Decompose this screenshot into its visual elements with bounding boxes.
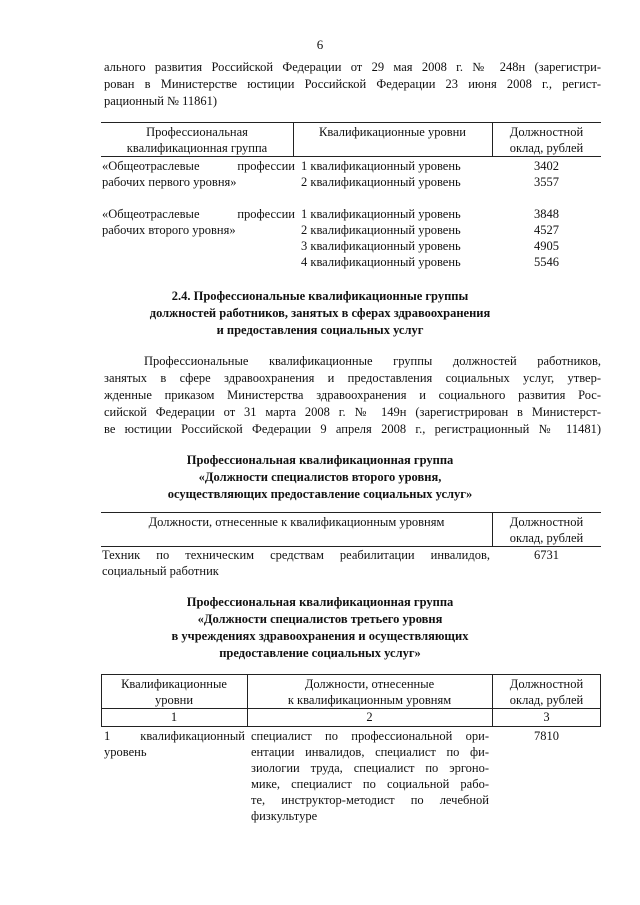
table3-header-positions: к квалификационным уровням: [287, 693, 452, 707]
group3-heading: «Должности специалистов третьего уровня: [197, 612, 443, 626]
table1-level: 3 квалификационный уровень: [301, 239, 461, 253]
table3-positions: специалист по профессиональной ори-: [251, 729, 489, 743]
group3-heading: в учреждениях здравоохранения и осуществляющих: [171, 629, 469, 643]
table3-column-number: 1: [170, 710, 178, 724]
section-heading: и предоставления социальных услуг: [216, 323, 424, 337]
table1-salary: 4527: [534, 223, 559, 237]
section-heading: 2.4. Профессиональные квалификационные группы: [171, 289, 469, 303]
table2-header-positions: Должности, отнесенные к квалификационным уровням: [148, 515, 445, 529]
table2-header-salary: Должностной: [509, 515, 584, 529]
intro-line: ального развития Российской Федерации от 29 мая 2008 г. № 248н (зарегистри-: [104, 60, 601, 74]
table3-salary: 7810: [534, 729, 559, 743]
table1-salary: 3402: [534, 159, 559, 173]
table3-header-levels: уровни: [154, 693, 194, 707]
table1-group-name: «Общеотраслевые профессии: [102, 207, 295, 221]
section-paragraph-line: жденные приказом Министерства здравоохранения и социального развития Рос-: [104, 388, 601, 402]
table1-salary: 5546: [534, 255, 559, 269]
table3-header-salary: Должностной: [509, 677, 584, 691]
group3-heading: предоставление социальных услуг»: [219, 646, 421, 660]
table3-header-positions: Должности, отнесенные: [304, 677, 435, 691]
table1-level: 2 квалификационный уровень: [301, 223, 461, 237]
table3-column-number: 2: [366, 710, 373, 724]
group2-heading: осуществляющих предоставление социальных услуг»: [167, 487, 473, 501]
table2-header-salary: оклад, рублей: [509, 531, 584, 545]
table3-header-salary: оклад, рублей: [509, 693, 584, 707]
section-paragraph-line: Профессиональные квалификационные группы должностей работников,: [144, 354, 601, 368]
table1-level: 1 квалификационный уровень: [301, 159, 461, 173]
table3-column-number: 3: [543, 710, 550, 724]
table3-positions: мике, специалист по социальной рабо-: [251, 777, 489, 791]
table1-group-name: рабочих первого уровня»: [102, 175, 237, 189]
table1-header-group: квалификационная группа: [126, 141, 268, 155]
group2-heading: Профессиональная квалификационная группа: [186, 453, 454, 467]
table3-positions: ентации инвалидов, специалист по фи-: [251, 745, 489, 759]
group3-heading: Профессиональная квалификационная группа: [186, 595, 454, 609]
table3-level: 1 квалификационный: [104, 729, 245, 743]
table1-group-name: рабочих второго уровня»: [102, 223, 236, 237]
table1-level: 4 квалификационный уровень: [301, 255, 461, 269]
table2-positions: Техник по техническим средствам реабилитации инвалидов,: [102, 548, 490, 562]
table1-salary: 4905: [534, 239, 559, 253]
table1-level: 2 квалификационный уровень: [301, 175, 461, 189]
intro-line: рационный № 11861): [104, 94, 218, 108]
table1-header-salary: Должностной: [509, 125, 584, 139]
section-paragraph-line: занятых в сфере здравоохранения и предоставления социальных услуг, утвер-: [104, 371, 601, 385]
table1-header-group: Профессиональная: [146, 125, 248, 139]
table1-salary: 3848: [534, 207, 559, 221]
table1-header-salary: оклад, рублей: [509, 141, 584, 155]
table3-level: уровень: [104, 745, 147, 759]
table3-positions: те, инструктор-методист по лечебной: [251, 793, 489, 807]
table3-header-levels: Квалификационные: [121, 677, 227, 691]
table2-positions: социальный работник: [102, 564, 219, 578]
table1-level: 1 квалификационный уровень: [301, 207, 461, 221]
group2-heading: «Должности специалистов второго уровня,: [198, 470, 442, 484]
section-paragraph-line: сийской Федерации от 31 марта 2008 г. № 149н (зарегистрирован в Министерст-: [104, 405, 601, 419]
table1-header-levels: Квалификационные уровни: [319, 125, 466, 139]
table1-salary: 3557: [534, 175, 559, 189]
table1-group-name: «Общеотраслевые профессии: [102, 159, 295, 173]
section-heading: должностей работников, занятых в сферах здравоохранения: [149, 306, 491, 320]
page-number: 6: [316, 37, 324, 52]
intro-line: рован в Министерстве юстиции Российской Федерации 23 июня 2008 г., регист-: [104, 77, 601, 91]
section-paragraph-line: ве юстиции Российской Федерации 9 апреля 2008 г., регистрационный № 11481): [104, 422, 601, 436]
table3-positions: физкультуре: [251, 809, 318, 823]
table2-salary: 6731: [534, 548, 559, 562]
table3-positions: зиологии труда, специалист по эргоно-: [251, 761, 489, 775]
